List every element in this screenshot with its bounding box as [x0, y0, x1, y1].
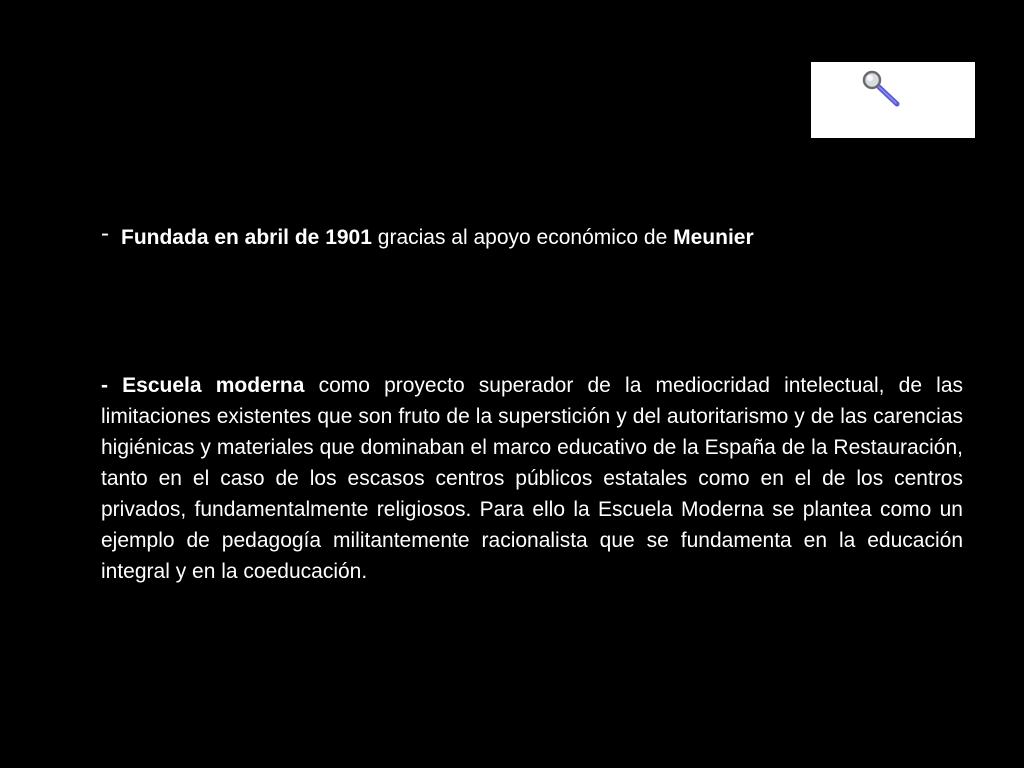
escuela-moderna-paragraph	[101, 370, 963, 587]
magnifier-icon	[859, 69, 903, 109]
paragraph-lead: - Escuela moderna	[101, 374, 305, 397]
bullet-dash: -	[101, 220, 109, 247]
sponsor-name: Meunier	[673, 226, 754, 249]
founding-date: Fundada en abril de 1901	[121, 226, 372, 249]
paragraph-body: como proyecto superador de la mediocridad intelectual, de las limitaciones existentes que son fruto de la superstición y del autoritarismo y de las carencias higiénicas y materiales que dominaban el marco educativo de la España de la Restauración, tanto en el caso de los escasos centros públicos estatales como en el de los centros privados, fundamentalmente religiosos. Para ello la Escuela Moderna se plantea como un ejemplo de pedagogía militantemente racionalista que se fundamenta en la educación integral y en la coeducación.	[101, 374, 964, 583]
zoom-button[interactable]	[811, 62, 975, 138]
founding-text: gracias al apoyo económico de	[377, 226, 668, 249]
founding-line	[101, 220, 981, 252]
